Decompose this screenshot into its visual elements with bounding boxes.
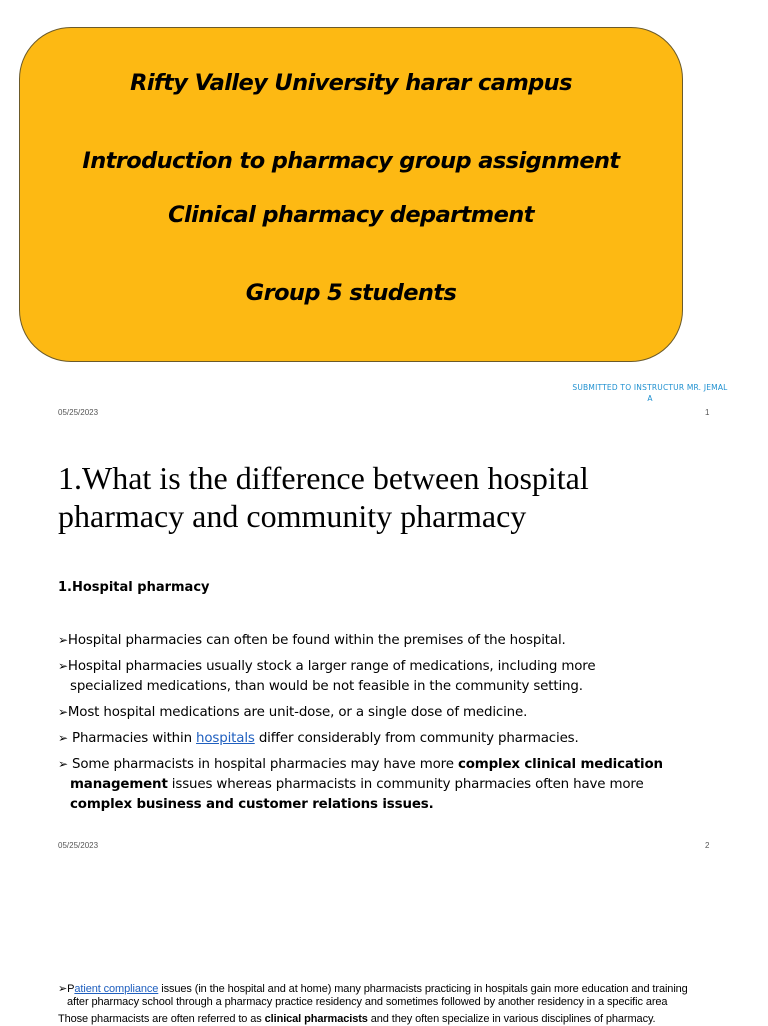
- bullet-arrow-icon: ➢: [58, 705, 68, 719]
- slide1-date: 05/25/2023: [58, 408, 99, 417]
- bullet-text: Hospital pharmacies can often be found within the premises of the hospital.: [67, 633, 566, 648]
- slide2-heading: [58, 459, 738, 535]
- bullet-text-cont: specialized medications, than would be not feasible in the community setting.: [70, 679, 583, 694]
- bullet-arrow-icon: ➢: [58, 757, 68, 771]
- submitted-note: [560, 382, 740, 404]
- slide2-page-number: 2: [705, 841, 710, 850]
- bullet-text: Pharmacies within: [67, 731, 197, 746]
- course-title: Introduction to pharmacy group assignment: [82, 148, 620, 174]
- title-box: [19, 27, 683, 362]
- slide2-date: 05/25/2023: [58, 841, 99, 850]
- bullet-item-3: [58, 702, 730, 723]
- bullet-arrow-icon: ➢: [58, 659, 68, 673]
- bold-text: clinical pharmacists: [264, 1013, 368, 1025]
- bullet-text-mid: issues whereas pharmacists in community pharmacies often have more: [167, 777, 644, 792]
- paragraph-text: Those pharmacists are often referred to as: [58, 1013, 265, 1025]
- university-title: Rifty Valley University harar campus: [130, 70, 572, 96]
- department-title: Clinical pharmacy department: [168, 202, 534, 228]
- bullet-text: Hospital pharmacies usually stock a larger range of medications, including more: [67, 659, 596, 674]
- bullet-text-cont: after pharmacy school through a pharmacy practice residency and sometimes followed by another residency in a specific area: [67, 995, 668, 1008]
- paragraph-text-post: and they often specialize in various disciplines of pharmacy.: [367, 1013, 656, 1025]
- slide1-page-number: 1: [705, 408, 710, 417]
- bullet-item-2: [58, 656, 730, 697]
- bold-text: complex clinical medication: [457, 757, 663, 772]
- submitted-line-2: A: [647, 394, 653, 403]
- submitted-line-1: SUBMITTED TO INSTRUCTUR MR. JEMAL: [572, 383, 728, 392]
- slide3-bullet-1: [58, 983, 757, 1008]
- bullet-item-5: [58, 754, 730, 815]
- heading-line-1: 1.What is the difference between hospital: [58, 460, 589, 496]
- bullet-text-post: issues (in the hospital and at home) many pharmacists practicing in hospitals gain more education and training: [158, 983, 688, 995]
- bullet-text: Most hospital medications are unit-dose, or a single dose of medicine.: [67, 705, 528, 720]
- bullet-text: P: [67, 983, 75, 995]
- bullet-item-4: [58, 728, 730, 749]
- bullet-item-1: [58, 630, 730, 651]
- heading-line-2: pharmacy and community pharmacy: [58, 498, 527, 534]
- bold-text: complex business and customer relations issues.: [70, 797, 434, 812]
- bold-text: management: [70, 777, 168, 792]
- bullet-text-post: differ considerably from community pharmacies.: [254, 731, 579, 746]
- bullet-text: Some pharmacists in hospital pharmacies may have more: [67, 757, 458, 772]
- hospitals-link[interactable]: hospitals: [196, 731, 255, 746]
- patient-compliance-link[interactable]: atient compliance: [74, 983, 159, 995]
- bullet-arrow-icon: ➢: [58, 633, 68, 647]
- bullet-arrow-icon: ➢: [58, 731, 68, 745]
- slide2-subheading: 1.Hospital pharmacy: [58, 580, 210, 595]
- group-title: Group 5 students: [245, 280, 457, 306]
- bullet-arrow-icon: ➢: [58, 983, 68, 995]
